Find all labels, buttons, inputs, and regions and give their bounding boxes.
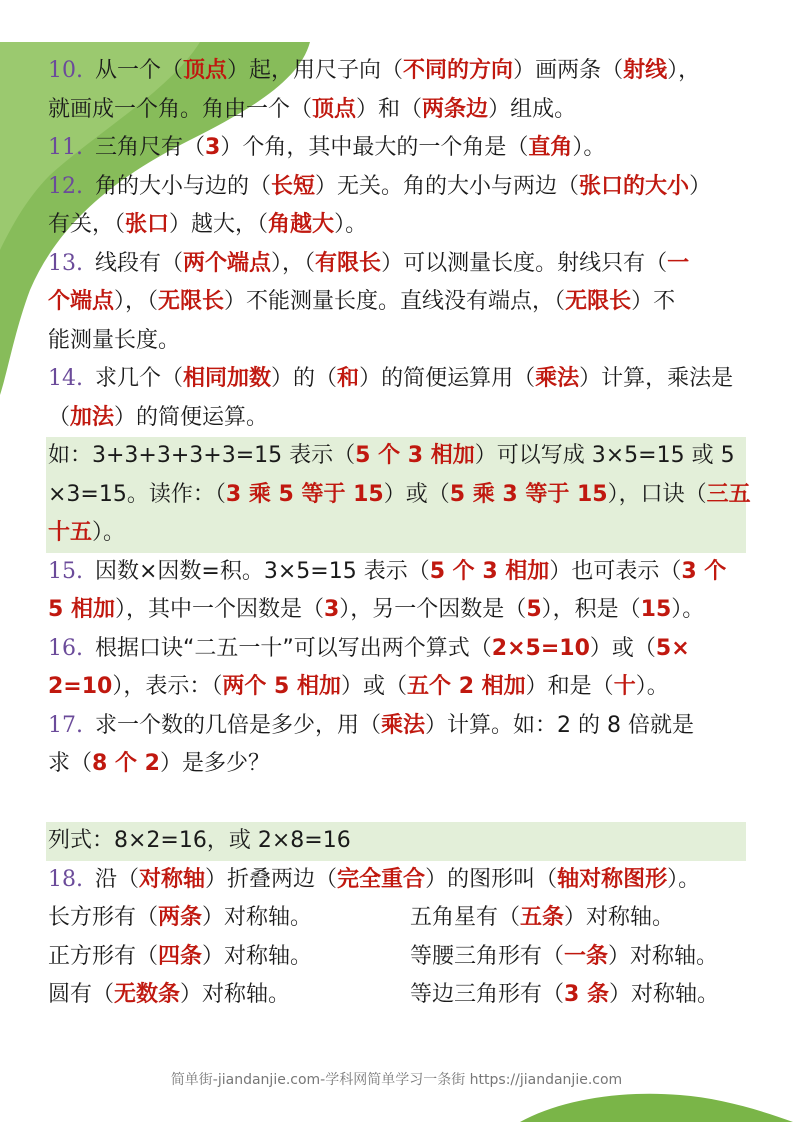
item-number: 16. <box>48 635 83 661</box>
answer-text: 十 <box>613 674 636 699</box>
body-text: ）计算。如：2 的 8 倍就是 <box>425 712 695 738</box>
answer-text: 一条 <box>564 943 609 969</box>
body-text: ）， <box>667 58 701 83</box>
answer-text: 长短 <box>271 173 316 199</box>
answer-text: 5 <box>526 597 542 622</box>
item-number: 11. <box>48 135 83 160</box>
text-line <box>48 399 748 438</box>
answer-text: 乘法 <box>381 712 426 738</box>
text-line <box>48 591 748 630</box>
body-text: 长方形有（ <box>48 905 159 930</box>
symmetry-right <box>410 976 719 1015</box>
symmetry-row <box>48 899 748 938</box>
answer-text: 相同加数 <box>183 366 272 391</box>
body-text: 圆有（ <box>48 982 115 1007</box>
body-text: 求（ <box>48 751 93 776</box>
answer-text: 两条边 <box>422 96 489 122</box>
answer-text: 乘法 <box>535 366 580 391</box>
text-line <box>48 283 748 322</box>
text-line <box>48 707 748 746</box>
text-line <box>48 168 748 207</box>
symmetry-left <box>48 982 290 1007</box>
text-line <box>48 322 748 361</box>
symmetry-row <box>48 938 748 977</box>
footer-credit: 简单街-jiandanjie.com-学科网简单学习一条街 https://jiandanjie.com <box>170 1072 623 1088</box>
body-text: （ <box>48 404 71 430</box>
body-text: ）。 <box>92 520 126 545</box>
answer-text: 无数条 <box>114 982 181 1007</box>
body-text: ）不能测量长度。直线没有端点，（ <box>224 289 566 314</box>
text-line <box>48 668 748 707</box>
symmetry-right <box>410 899 674 938</box>
body-text: ）也可表示（ <box>549 558 682 584</box>
body-text: ）越大，（ <box>169 212 269 237</box>
body-text: ）组成。 <box>488 96 577 122</box>
body-text: ）的简便运算用（ <box>359 366 536 391</box>
body-text: 等腰三角形有（ <box>410 943 565 969</box>
body-text: ）。 <box>334 212 368 237</box>
body-text: ），（ <box>271 250 316 276</box>
body-text: ）。 <box>572 135 606 160</box>
example-line <box>46 822 746 861</box>
answer-text: 无限长 <box>565 289 632 314</box>
body-text: ）是多少？ <box>159 751 270 776</box>
answer-text: 一 <box>667 250 690 276</box>
body-text: ）画两条（ <box>513 58 624 83</box>
symmetry-row <box>48 976 748 1015</box>
body-text: ）。 <box>635 674 669 699</box>
body-text: ）起，用尺子向（ <box>227 58 404 83</box>
body-text: ）或（ <box>341 674 408 699</box>
body-text: ）个角，其中最大的一个角是（ <box>220 135 529 160</box>
document-body <box>48 52 751 1015</box>
answer-text: 三五 <box>706 481 751 507</box>
answer-text: 两个 5 相加 <box>222 674 342 699</box>
body-text: 有关，（ <box>48 212 126 237</box>
item-number: 15. <box>48 558 83 584</box>
body-text: 从一个（ <box>95 58 184 83</box>
body-text: ）可以写成 3×5=15 或 5 <box>474 443 735 468</box>
answer-text: 角越大 <box>268 212 335 237</box>
answer-text: 射线 <box>623 58 668 83</box>
body-text: 因数×因数=积。3×5=15 表示（ <box>95 558 430 584</box>
body-text: ）的图形叫（ <box>425 866 558 892</box>
item-number: 18. <box>48 866 83 892</box>
body-text: ）对称轴。 <box>180 982 291 1007</box>
answer-text: 5 个 3 相加 <box>355 443 475 468</box>
body-text: ）。 <box>671 597 705 622</box>
body-text: 正方形有（ <box>48 943 159 969</box>
symmetry-left <box>48 944 312 969</box>
answer-text: 和 <box>337 366 360 391</box>
answer-text: 五个 2 相加 <box>407 674 526 699</box>
body-text: 求几个（ <box>95 366 184 391</box>
answer-text: 3 <box>205 135 221 160</box>
body-text: ）的（ <box>271 366 338 391</box>
answer-text: 3 个 <box>681 558 727 584</box>
symmetry-left <box>48 905 312 930</box>
answer-text: 3 条 <box>564 982 609 1007</box>
text-line <box>48 52 748 91</box>
answer-text: 张口的大小 <box>579 173 690 199</box>
body-text: ）对称轴。 <box>564 905 675 930</box>
item-number: 12. <box>48 173 83 199</box>
body-text: ）和是（ <box>525 674 614 699</box>
body-text: ）或（ <box>383 481 450 507</box>
body-text: ）对称轴。 <box>608 982 719 1007</box>
text-line <box>48 206 748 245</box>
answer-text: 2=10 <box>48 674 113 699</box>
text-line <box>48 91 748 130</box>
body-text: ），另一个因数是（ <box>339 597 527 622</box>
example-line <box>46 476 751 515</box>
answer-text: 个端点 <box>48 289 115 314</box>
answer-text: 完全重合 <box>337 866 426 892</box>
body-text: 能测量长度。 <box>48 327 181 353</box>
body-text: ），口诀（ <box>607 481 707 507</box>
answer-text: 顶点 <box>312 96 357 122</box>
body-text: ×3=15。读作：（ <box>48 481 226 507</box>
body-text: ） <box>689 173 712 199</box>
blank-line <box>48 784 748 823</box>
item-number: 13. <box>48 250 83 276</box>
text-line <box>48 129 748 168</box>
answer-text: 加法 <box>70 404 115 430</box>
answer-text: 2×5=10 <box>491 635 590 661</box>
answer-text: 有限长 <box>315 250 382 276</box>
body-text: ）和（ <box>356 96 423 122</box>
text-line <box>48 861 748 900</box>
body-text: 五角星有（ <box>410 905 521 930</box>
symmetry-right <box>410 938 718 977</box>
answer-text: 四条 <box>158 943 203 969</box>
body-text: ）无关。角的大小与两边（ <box>315 173 580 199</box>
item-number: 10. <box>48 58 83 83</box>
body-text: 线段有（ <box>95 250 184 276</box>
answer-text: 两条 <box>158 905 203 930</box>
answer-text: 顶点 <box>183 58 228 83</box>
example-line <box>46 437 746 476</box>
text-line <box>48 630 748 669</box>
answer-text: 轴对称图形 <box>557 866 668 892</box>
answer-text: 15 <box>640 597 672 622</box>
answer-text: 3 乘 5 等于 15 <box>225 481 384 507</box>
body-text: ）对称轴。 <box>202 943 313 969</box>
item-number: 17. <box>48 712 83 738</box>
answer-text: 直角 <box>528 135 573 160</box>
body-text: ），其中一个因数是（ <box>114 597 324 622</box>
item-number: 14. <box>48 366 83 391</box>
answer-text: 对称轴 <box>139 866 206 892</box>
text-line <box>48 245 748 284</box>
body-text: ）可以测量长度。射线只有（ <box>381 250 668 276</box>
body-text: ）对称轴。 <box>202 905 313 930</box>
body-text: ），积是（ <box>541 597 641 622</box>
body-text: 列式：8×2=16，或 2×8=16 <box>48 828 351 853</box>
body-text: ），（ <box>114 289 159 314</box>
body-text: 角的大小与边的（ <box>95 173 272 199</box>
body-text: 根据口诀“二五一十”可以写出两个算式（ <box>95 635 492 661</box>
answer-text: 五条 <box>520 905 565 930</box>
body-text: 就画成一个角。角由一个（ <box>48 96 313 122</box>
body-text: 求一个数的几倍是多少，用（ <box>95 712 382 738</box>
answer-text: 5 个 3 相加 <box>429 558 550 584</box>
text-line <box>48 745 748 784</box>
body-text: ），表示：（ <box>112 674 223 699</box>
answer-text: 不同的方向 <box>403 58 514 83</box>
answer-text: 8 个 2 <box>92 751 160 776</box>
body-text: ）不 <box>631 289 676 314</box>
body-text: ）的简便运算。 <box>114 404 269 430</box>
answer-text: 5 乘 3 等于 15 <box>449 481 608 507</box>
example-line <box>46 514 746 553</box>
body-text: ）折叠两边（ <box>205 866 338 892</box>
body-text: 沿（ <box>95 866 140 892</box>
body-text: ）或（ <box>589 635 656 661</box>
answer-text: 两个端点 <box>183 250 272 276</box>
text-line <box>48 553 748 592</box>
answer-text: 张口 <box>125 212 170 237</box>
body-text: 三角尺有（ <box>95 135 206 160</box>
answer-text: 5 相加 <box>48 597 115 622</box>
body-text: ）。 <box>667 866 701 892</box>
answer-text: 十五 <box>48 520 93 545</box>
body-text: ）对称轴。 <box>608 943 719 969</box>
body-text: ）计算，乘法是 <box>579 366 734 391</box>
body-text: 如：3+3+3+3+3=15 表示（ <box>48 443 356 468</box>
answer-text: 3 <box>323 597 340 622</box>
body-text: 等边三角形有（ <box>410 982 565 1007</box>
text-line <box>48 360 748 399</box>
answer-text: 5× <box>655 635 690 661</box>
answer-text: 无限长 <box>158 289 225 314</box>
